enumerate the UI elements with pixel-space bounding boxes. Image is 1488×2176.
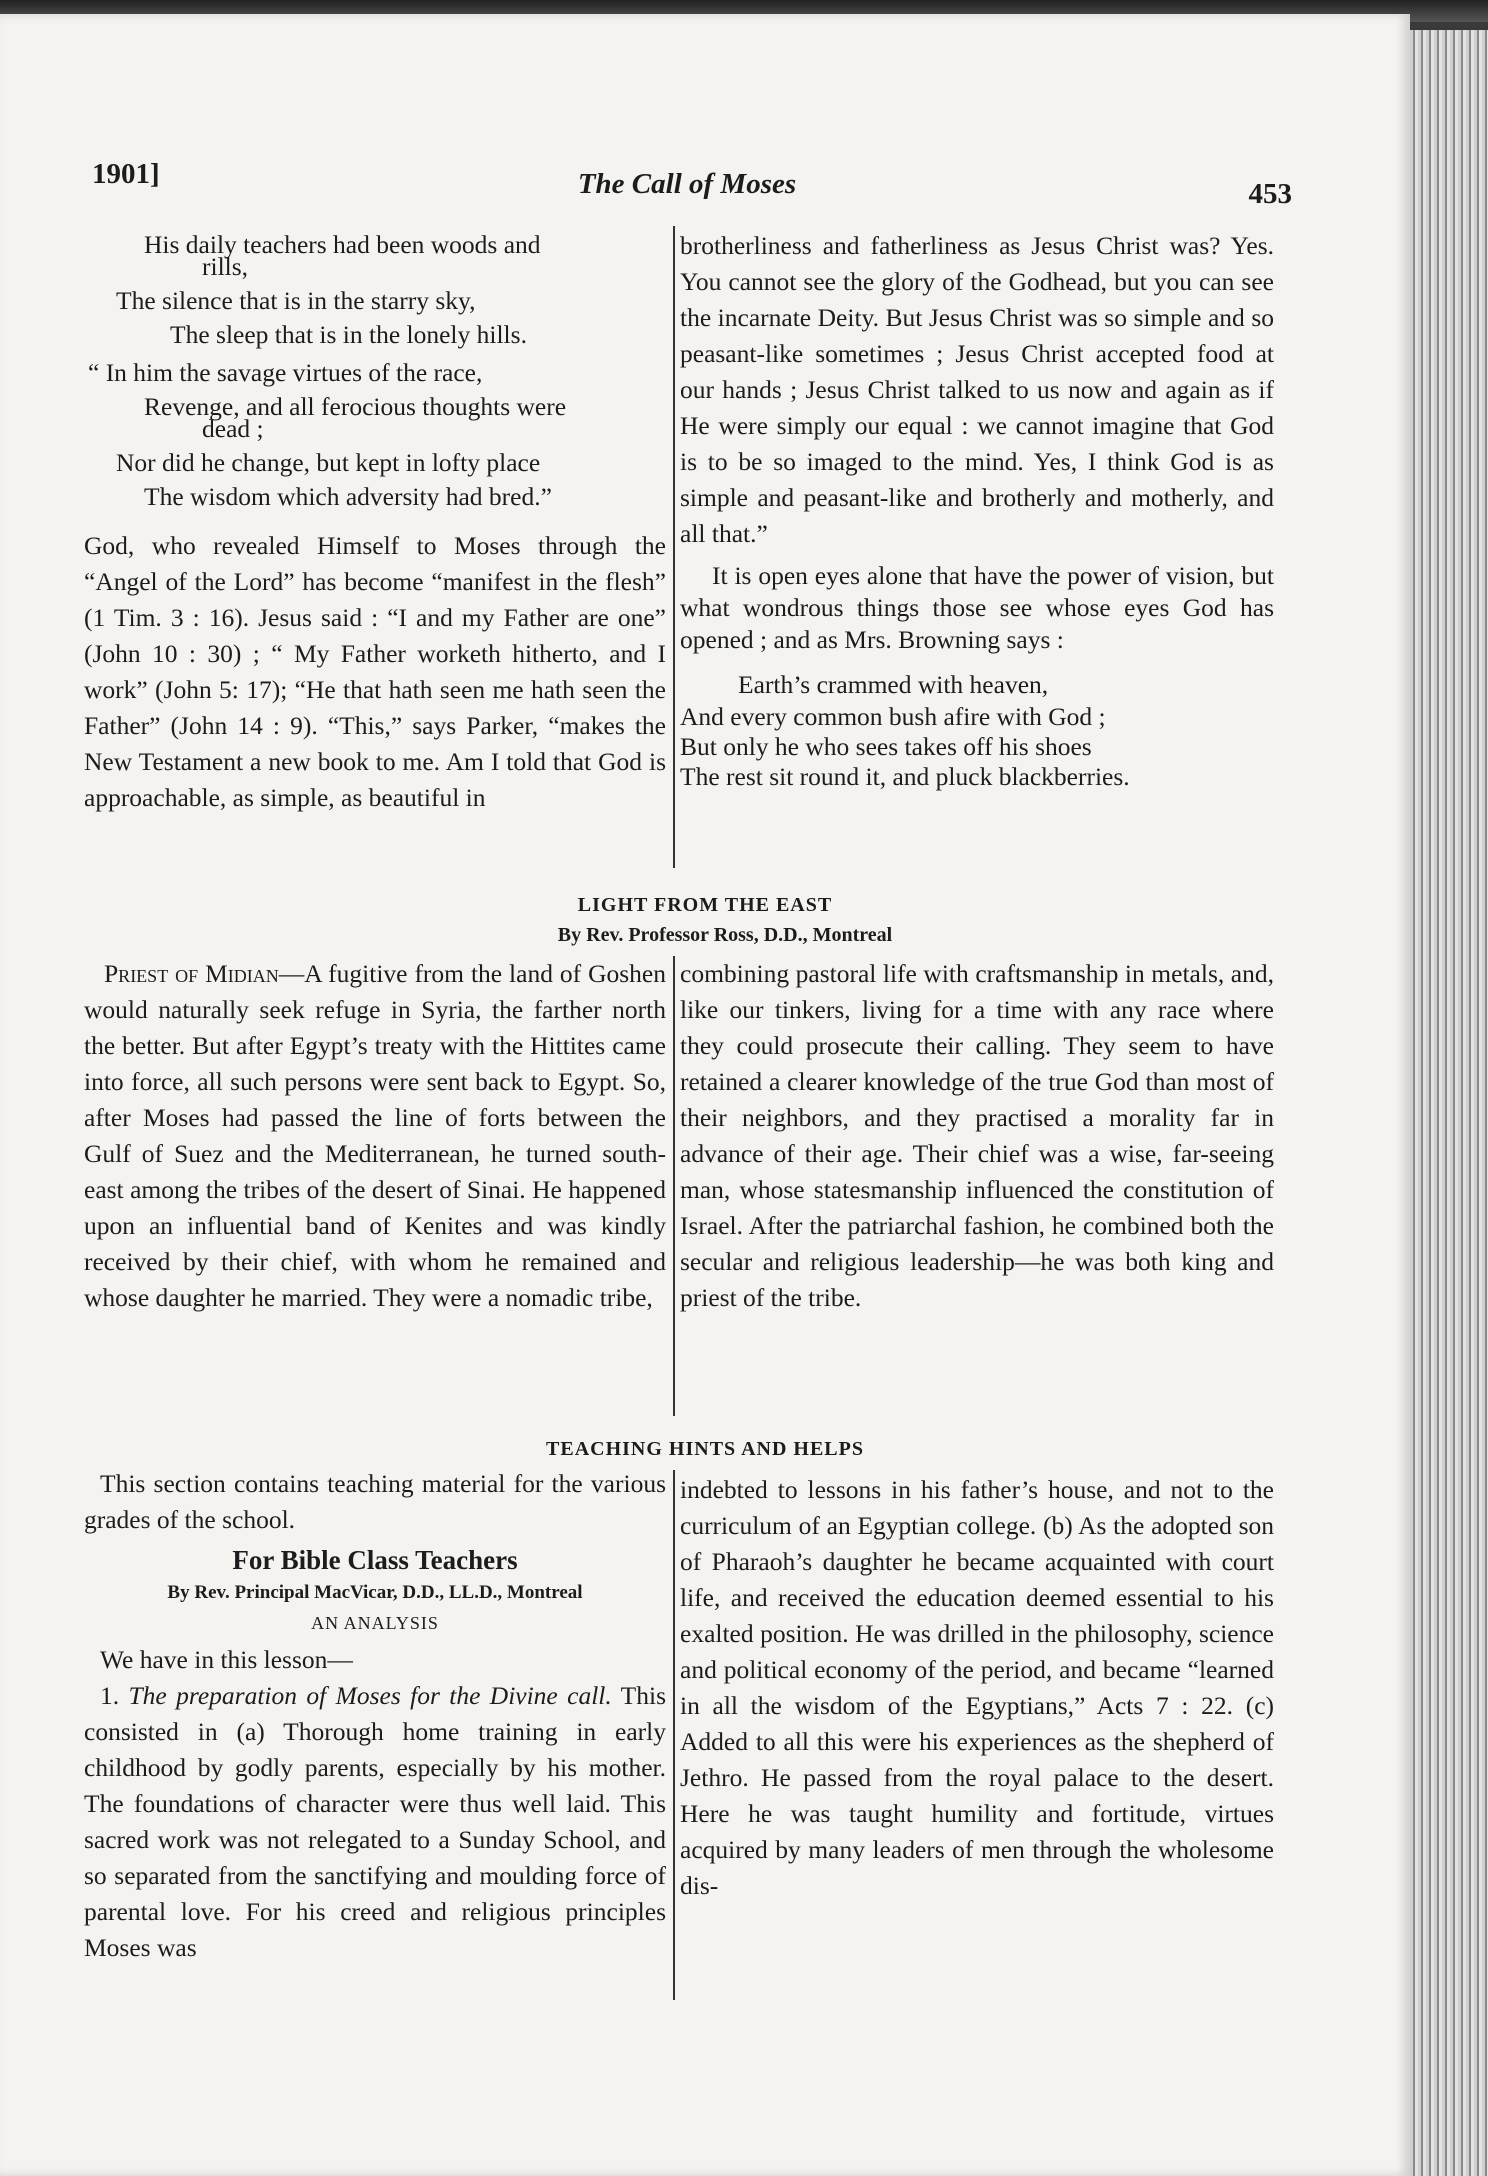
section-byline: By Rev. Professor Ross, D.D., Montreal (557, 924, 893, 946)
paragraph: brotherliness and fatherliness as Jesus Christ was? Yes. You cannot see the glory of the Godhead, but you can see the incarnate Deity. But Jesus Christ was so simple and so peasant-like sometimes ; Jesus Christ accepted food at our hands ; Jesus Christ talked to us now and again as if He were simply our equal : we cannot imagine that God is to be so imaged to the mind. Yes, I think God is as simple and peasant-like and brotherly and motherly, and all that.” (680, 231, 1274, 548)
paragraph: This section contains teaching material for the various grades of the school. (84, 1469, 666, 1534)
point-number: 1. (100, 1681, 120, 1710)
section-title-light-from-the-east: LIGHT FROM THE EAST (577, 894, 833, 916)
poem-line: The wisdom which adversity had bred.” (144, 482, 552, 511)
section2-left-column (84, 1466, 666, 1966)
page-stack-edge (1410, 30, 1488, 2176)
section1-left-column (84, 956, 666, 1316)
lead-in: Priest of Midian (104, 959, 279, 988)
paragraph: God, who revealed Himself to Moses through the “Angel of the Lord” has become “manifest in the flesh” (1 Tim. 3 : 16). Jesus said : “I and my Father are one” (John 10 : 30) ; “ My Father worketh hitherto, and I work” (John 5: 17); “He that hath seen me hath seen the Father” (John 14 : 9). “This,” says Parker, “makes the New Testament a new book to me. Am I told that God is approachable, as simple, as beautiful in (84, 531, 666, 812)
paragraph (84, 956, 666, 1316)
poem-line: rills, (202, 252, 249, 281)
poem-line: His daily teachers had been woods and (144, 230, 541, 259)
header-title: The Call of Moses (577, 168, 797, 200)
paragraph: We have in this lesson— (100, 1645, 353, 1674)
running-header (92, 154, 1292, 210)
poem-line: The rest sit round it, and pluck blackberries. (680, 762, 1130, 791)
poem-line: dead ; (202, 414, 264, 443)
section-title-teaching-hints: TEACHING HINTS AND HELPS (546, 1438, 864, 1460)
section2-right-column (680, 1472, 1274, 1904)
paragraph-text: This consisted in (a) Thorough home training in early childhood by godly parents, especially by his mother. The foundations of character were thus well laid. This sacred work was not relegated to a Sunday School, and so separated from the sanctifying and moulding force of parental love. For his creed and religious principles Moses was (84, 1681, 667, 1962)
poem-line: But only he who sees takes off his shoes (680, 732, 1092, 761)
subheading: For Bible Class Teachers (232, 1545, 518, 1575)
paragraph: It is open eyes alone that have the power of vision, but what wondrous things those see whose eyes God has opened ; and as Mrs. Browning says : (680, 561, 1274, 654)
poem-line: And every common bush afire with God ; (680, 702, 1106, 731)
poem-line: Revenge, and all ferocious thoughts were (144, 392, 567, 421)
page-number: 453 (1248, 178, 1292, 210)
poem-line: The sleep that is in the lonely hills. (170, 320, 527, 349)
column-rule-bottom (673, 1470, 675, 2000)
top-right-column (680, 228, 1274, 792)
poem-quote-2 (680, 668, 1274, 792)
paragraph: indebted to lessons in his father’s house, and not to the curriculum of an Egyptian college. (b) As the adopted son of Pharaoh’s daughter he became acquainted with court life, and received the education deemed essential to his exalted position. He was drilled in the philosophy, science and political economy of the period, and became “learned in all the wisdom of the Egyptians,” Acts 7 : 22. (c) Added to all this were his experiences as the shepherd of Jethro. He passed from the royal palace to the desert. Here he was taught humility and fortitude, virtues acquired by many leaders of men through the wholesome dis- (680, 1475, 1274, 1900)
paragraph: combining pastoral life with craftsmanship in metals, and, like our tinkers, living for a time with any race where they could prosecute their calling. They seem to have retained a clearer knowledge of the true God than most of their neighbors, and they practised a morality far in advance of their age. Their chief was a wise, far-seeing man, whose statesmanship influenced the constitution of Israel. After the patriarchal fashion, he combined both the secular and religious leadership—he was both king and priest of the tribe. (680, 959, 1274, 1312)
column-rule-middle (673, 956, 675, 1416)
paragraph (84, 1678, 666, 1966)
book-page (0, 14, 1410, 2176)
point-title: The preparation of Moses for the Divine call. (128, 1681, 612, 1710)
analysis-label: AN ANALYSIS (311, 1613, 439, 1633)
poem-line: The silence that is in the starry sky, (116, 286, 476, 315)
header-year: 1901] (92, 158, 160, 190)
poem-line: Earth’s crammed with heaven, (738, 670, 1049, 699)
poem-line: “ In him the savage virtues of the race, (88, 358, 483, 387)
subheading-byline: By Rev. Principal MacVicar, D.D., LL.D., Montreal (167, 1582, 583, 1603)
paragraph-text: —A fugitive from the land of Goshen would naturally seek refuge in Syria, the farther north the better. But after Egypt’s treaty with the Hittites came into force, all such persons were sent back to Egypt. So, after Moses had passed the line of forts between the Gulf of Suez and the Mediterranean, he turned south-east among the tribes of the desert of Sinai. He happened upon an influential band of Kenites and was kindly received by their chief, with whom he remained and whose daughter he married. They were a nomadic tribe, (84, 959, 666, 1312)
column-rule-top (673, 226, 675, 868)
section1-right-column (680, 956, 1274, 1316)
poem-line: Nor did he change, but kept in lofty place (116, 448, 541, 477)
poem-quote-1 (84, 228, 666, 514)
top-left-column (84, 228, 666, 816)
